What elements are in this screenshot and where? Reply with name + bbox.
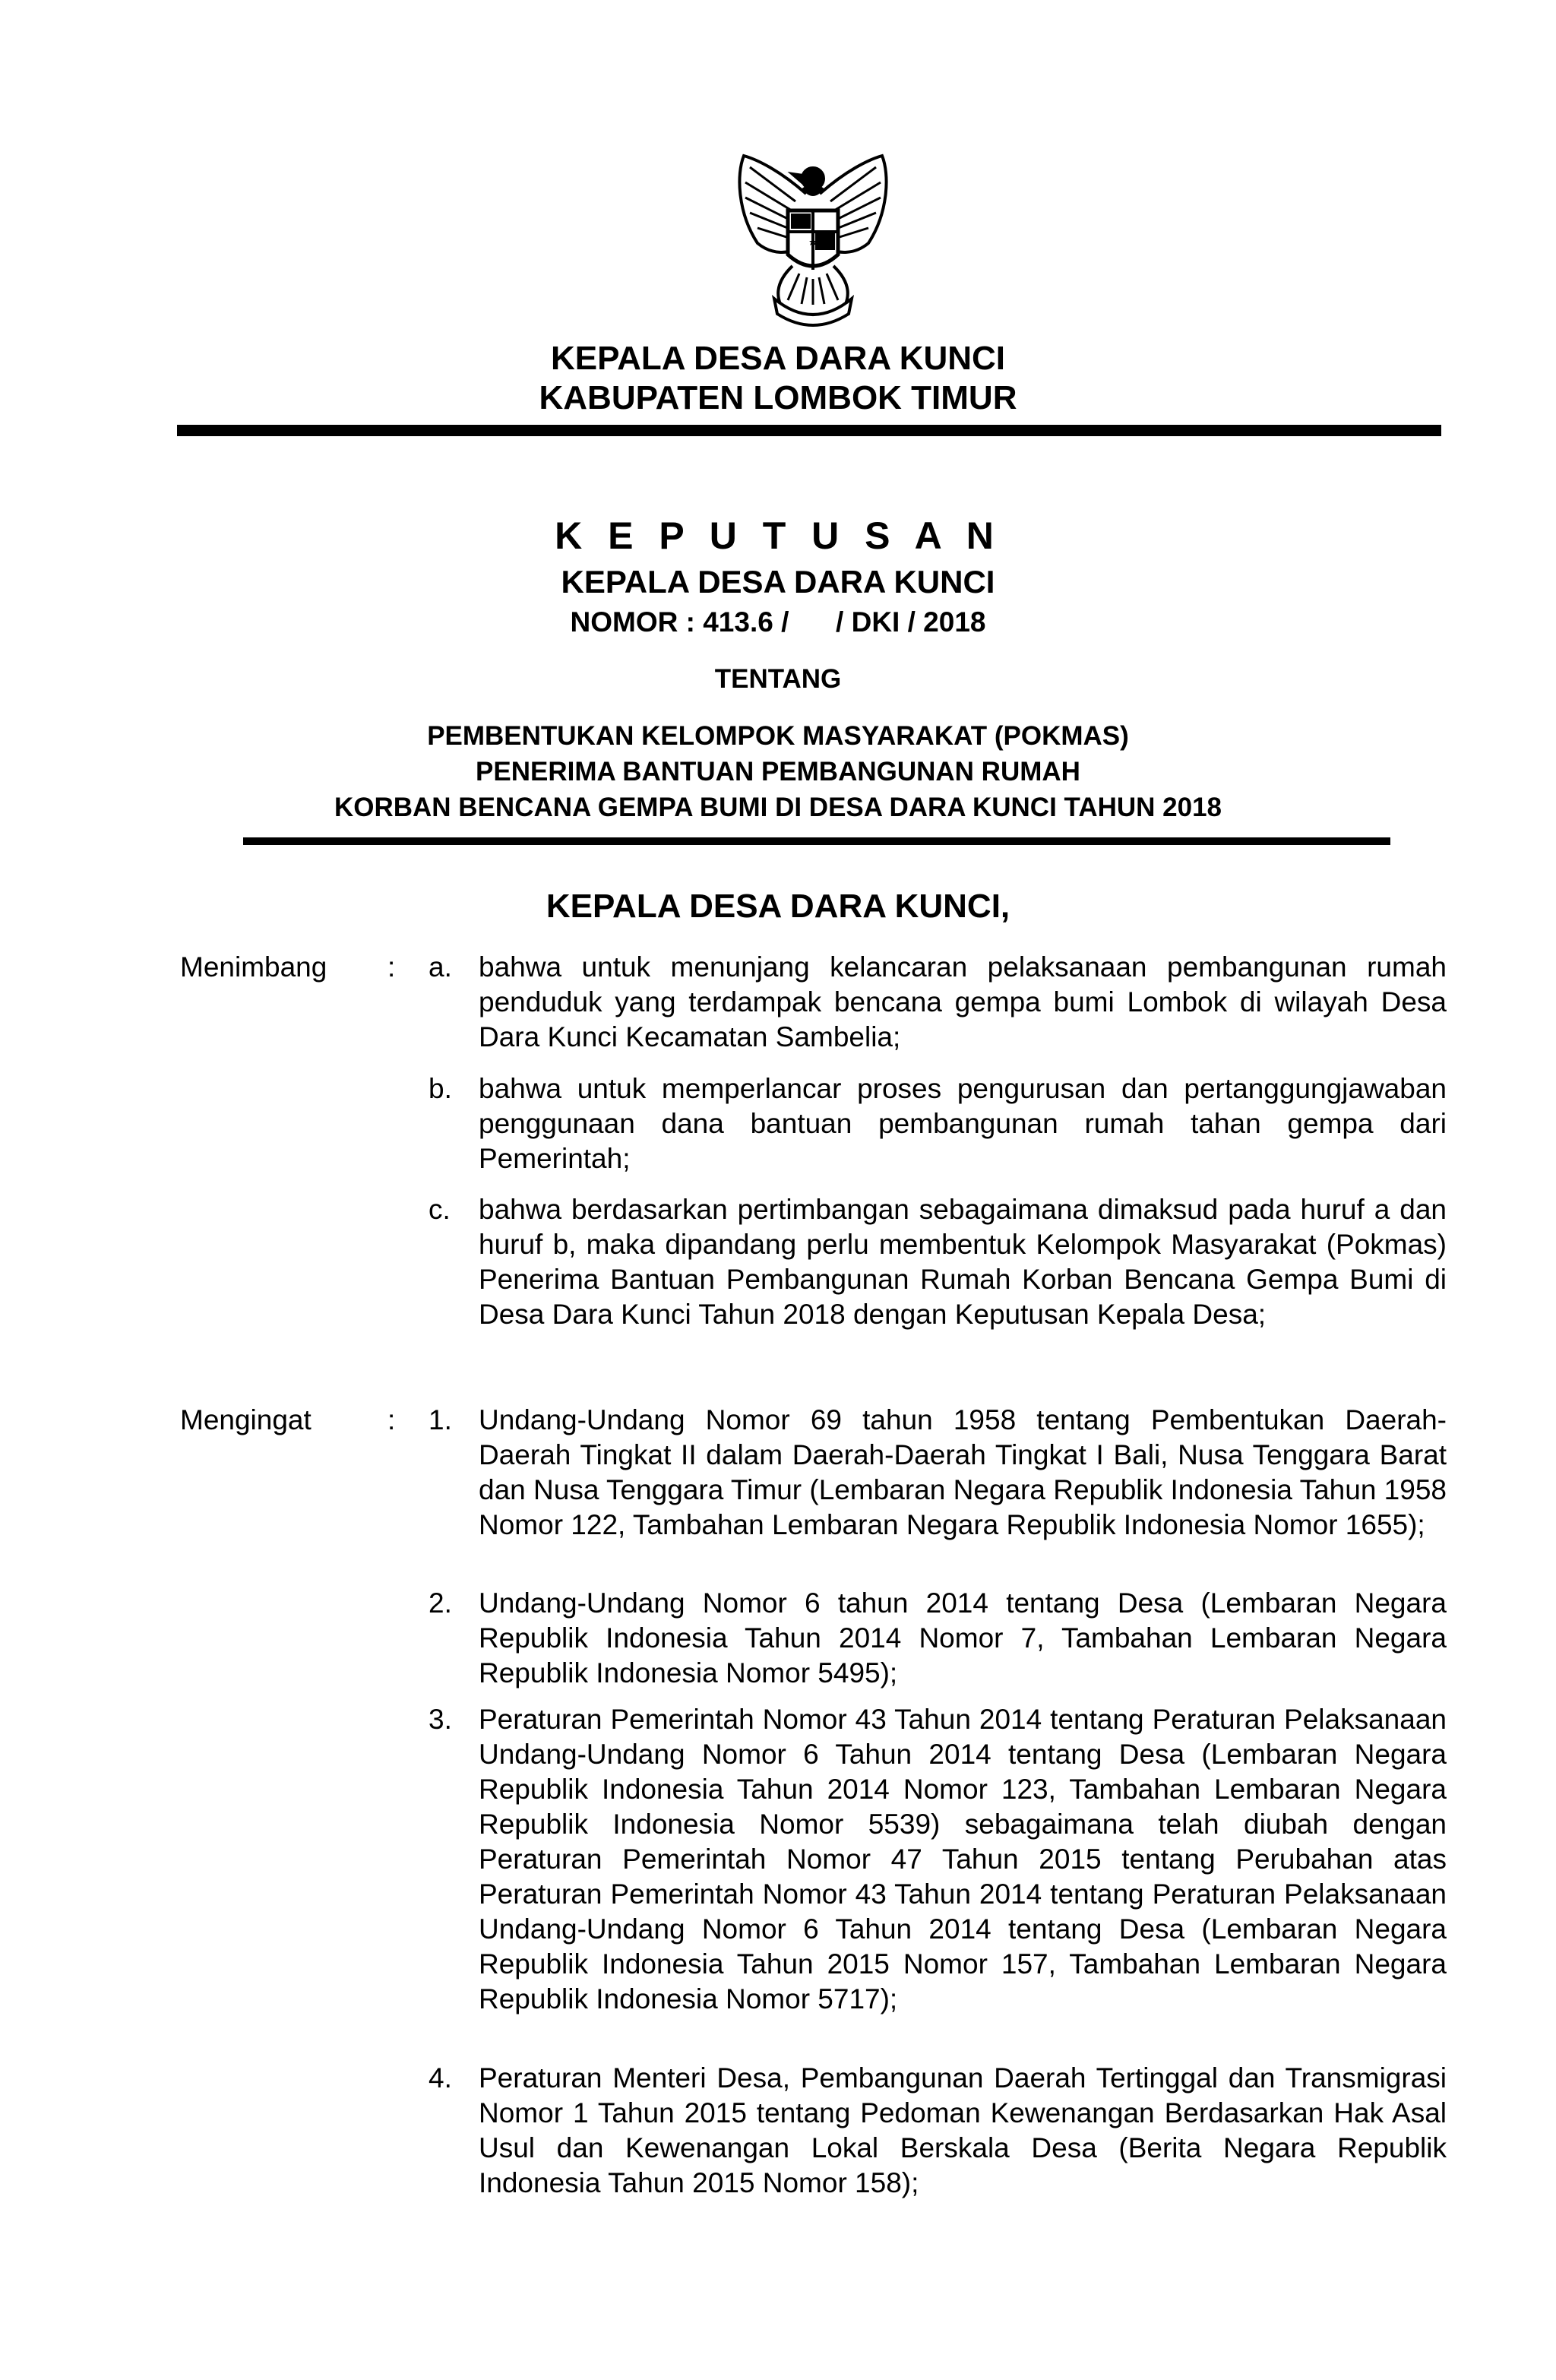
letterhead-rule (177, 425, 1441, 436)
mengingat-item-1-mark: 1. (429, 1404, 452, 1435)
mengingat-item-2: Undang-Undang Nomor 6 tahun 2014 tentang Desa (Lembaran Negara Republik Indonesia Tahun 2014 Nomor 7, Tambahan Lembaran Negara Republik Indonesia Nomor 5495); (479, 1587, 1447, 1688)
mengingat-item-4-mark: 4. (429, 2062, 452, 2094)
mengingat-label: Mengingat (180, 1404, 312, 1435)
mengingat-item-2-mark: 2. (429, 1587, 452, 1619)
decree-number: NOMOR : 413.6 / / DKI / 2018 (570, 606, 986, 638)
mengingat-item-3-mark: 3. (429, 1704, 452, 1735)
menimbang-item-a: bahwa untuk menunjang kelancaran pelaksanaan pembangunan rumah penduduk yang terdampak bencana gempa bumi Lombok di wilayah Desa Dara Kunci Kecamatan Sambelia; (479, 951, 1447, 1052)
mengingat-item-4: Peraturan Menteri Desa, Pembangunan Daerah Tertinggal dan Transmigrasi Nomor 1 Tahun 2015 tentang Pedoman Kewenangan Berdasarkan Hak Asal Usul dan Kewenangan Lokal Berskala Desa (Berita Negara Republik Indonesia Tahun 2015 Nomor 158); (479, 2062, 1447, 2198)
menimbang-item-c: bahwa berdasarkan pertimbangan sebagaimana dimaksud pada huruf a dan huruf b, maka dipandang perlu membentuk Kelompok Masyarakat (Pokmas) Penerima Bantuan Pembangunan Rumah Korban Bencana Gempa Bumi di Desa Dara Kunci Tahun 2018 dengan Keputusan Kepala Desa; (479, 1194, 1447, 1330)
letterhead-org-line2: KABUPATEN LOMBOK TIMUR (539, 379, 1017, 416)
menimbang-item-b-mark: b. (429, 1073, 452, 1104)
menimbang-label: Menimbang (180, 951, 327, 983)
menimbang-item-b: bahwa untuk memperlancar proses pengurusan dan pertanggungjawaban penggunaan dana bantuan pembangunan rumah tahan gempa dari Pemerintah; (479, 1073, 1447, 1174)
mengingat-colon: : (387, 1404, 396, 1435)
decree-subject-line2: PENERIMA BANTUAN PEMBANGUNAN RUMAH (476, 757, 1080, 786)
decree-subject-line1: PEMBENTUKAN KELOMPOK MASYARAKAT (POKMAS) (427, 721, 1129, 751)
decree-issuer: KEPALA DESA DARA KUNCI (561, 564, 995, 600)
menimbang-item-c-mark: c. (429, 1194, 451, 1225)
decree-about-label: TENTANG (714, 664, 842, 694)
decree-official: KEPALA DESA DARA KUNCI, (546, 888, 1010, 925)
decree-subject-line3: KORBAN BENCANA GEMPA BUMI DI DESA DARA KUNCI TAHUN 2018 (334, 793, 1222, 822)
mengingat-item-1: Undang-Undang Nomor 69 tahun 1958 tentang Pembentukan Daerah-Daerah Tingkat II dalam Daerah-Daerah Tingkat I Bali, Nusa Tenggara Barat dan Nusa Tenggara Timur (Lembaran Negara Republik Indonesia Tahun 1958 Nomor 122, Tambahan Lembaran Negara Republik Indonesia Nomor 1655); (479, 1404, 1447, 1540)
mengingat-item-3: Peraturan Pemerintah Nomor 43 Tahun 2014 tentang Peraturan Pelaksanaan Undang-Undang Nomor 6 Tahun 2014 tentang Desa (Lembaran Negara Republik Indonesia Tahun 2014 Nomor 123, Tambahan Lembaran Negara Republik Indonesia Nomor 5539) sebagaimana telah diubah dengan Peraturan Pemerintah Nomor 47 Tahun 2015 tentang Perubahan atas Peraturan Pemerintah Nomor 43 Tahun 2014 tentang Peraturan Pelaksanaan Undang-Undang Nomor 6 Tahun 2014 tentang Desa (Lembaran Negara Republik Indonesia Tahun 2015 Nomor 157, Tambahan Lembaran Negara Republik Indonesia Nomor 5717); (479, 1704, 1447, 2014)
menimbang-item-a-mark: a. (429, 951, 452, 983)
decree-title: K E P U T U S A N (555, 514, 1001, 557)
garuda-emblem-icon (727, 141, 899, 331)
letterhead-org-line1: KEPALA DESA DARA KUNCI (550, 340, 1006, 377)
subject-rule (243, 837, 1390, 845)
menimbang-colon: : (387, 951, 396, 983)
